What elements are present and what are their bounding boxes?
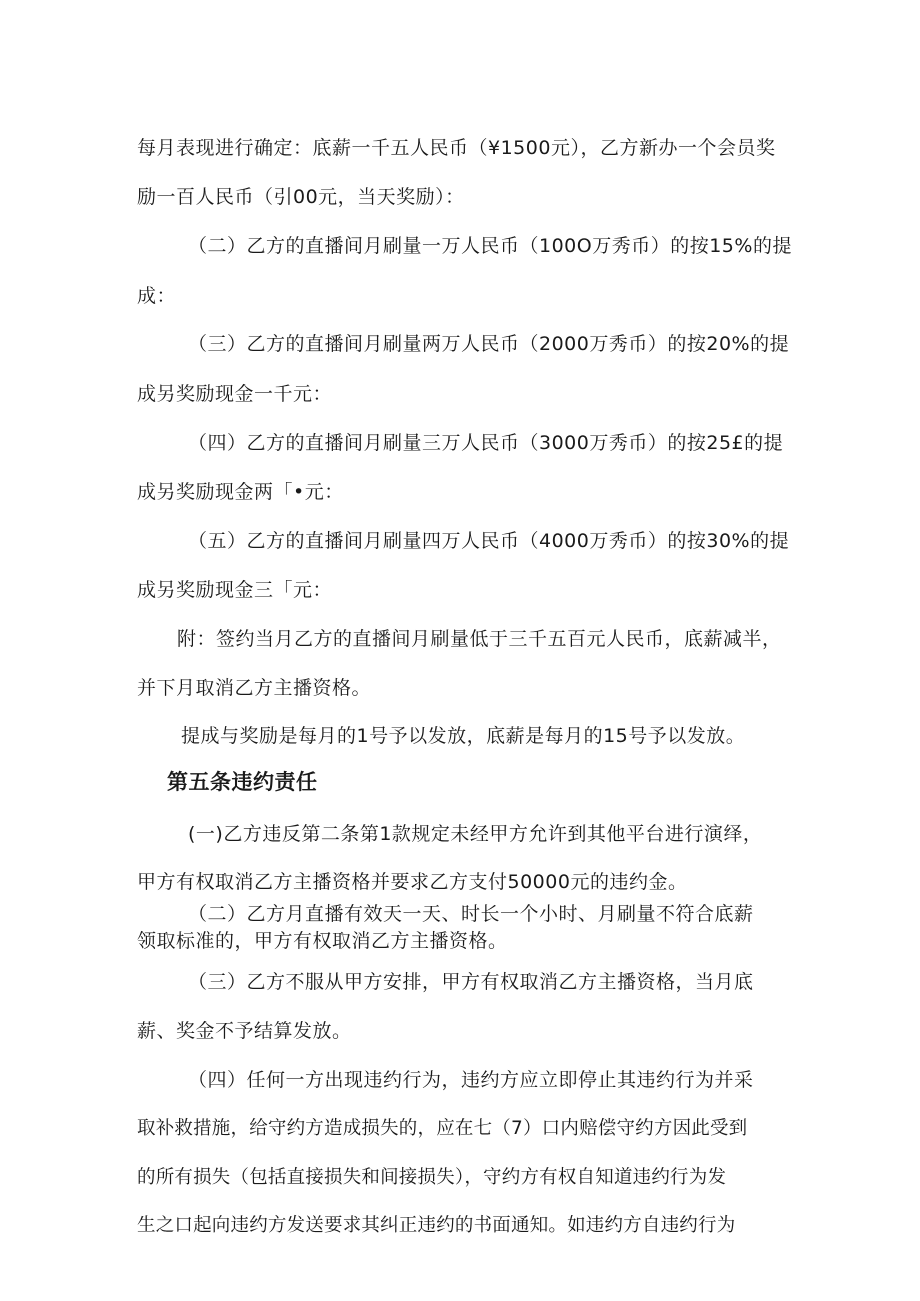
paragraph-line: （三）乙方不服从甲方安排，甲方有权取消乙方主播资格，当月底 — [188, 971, 754, 993]
section-heading: 第五条违约责任 — [167, 770, 318, 794]
paragraph-line: 成： — [137, 285, 177, 307]
paragraph-line: 提成与奖励是每月的1号予以发放，底薪是每月的15号予以发放。 — [181, 725, 746, 747]
paragraph-line: （二）乙方月直播有效天一天、时长一个小时、月刷量不符合底薪 — [188, 903, 754, 925]
paragraph-line: 励一百人民币（引00元，当天奖励）： — [137, 186, 465, 208]
paragraph-line: 附：签约当月乙方的直播间月刷量低于三千五百元人民币，底薪减半， — [177, 628, 782, 650]
paragraph-line: 的所有损失（包括直接损失和间接损失），守约方有权自知道违约行为发 — [137, 1167, 727, 1188]
paragraph-line: （三）乙方的直播间月刷量两万人民币（2000万秀币）的按20%的提 — [188, 333, 790, 355]
paragraph-line: （四）乙方的直播间月刷量三万人民币（3000万秀币）的按25£的提 — [188, 432, 784, 454]
paragraph-line: 成另奖励现金三「元： — [137, 579, 333, 601]
paragraph-line: 每月表现进行确定：底薪一千五人民币（¥1500元），乙方新办一个会员奖 — [137, 137, 776, 159]
paragraph-line: 并下月取消乙方主播资格。 — [137, 677, 372, 699]
paragraph-line: 成另奖励现金两「•元： — [137, 481, 344, 503]
paragraph-line: （二）乙方的直播间月刷量一万人民币（100O万秀币）的按15%的提 — [188, 235, 792, 257]
paragraph-line: 成另奖励现金一千元： — [137, 383, 333, 405]
paragraph-line: 取补救措施，给守约方造成损失的，应在七（7）口内赔偿守约方因此受到 — [137, 1118, 748, 1139]
paragraph-line: （四）任何一方出现违约行为，违约方应立即停止其违约行为并采 — [188, 1069, 754, 1091]
paragraph-line: 领取标准的，甲方有权取消乙方主播资格。 — [137, 930, 508, 952]
paragraph-line: 生之口起向违约方发送要求其纠正违约的书面通知。如违约方自违约行为 — [137, 1215, 736, 1236]
paragraph-line: 薪、奖金不予结算发放。 — [137, 1020, 352, 1042]
paragraph-line: (一)乙方违反第二条第1款规定未经甲方允许到其他平台进行演绎， — [188, 823, 763, 845]
paragraph-line: 甲方有权取消乙方主播资格并要求乙方支付50000元的违约金。 — [137, 871, 688, 893]
paragraph-line: （五）乙方的直播间月刷量四万人民币（4000万秀币）的按30%的提 — [188, 530, 790, 552]
